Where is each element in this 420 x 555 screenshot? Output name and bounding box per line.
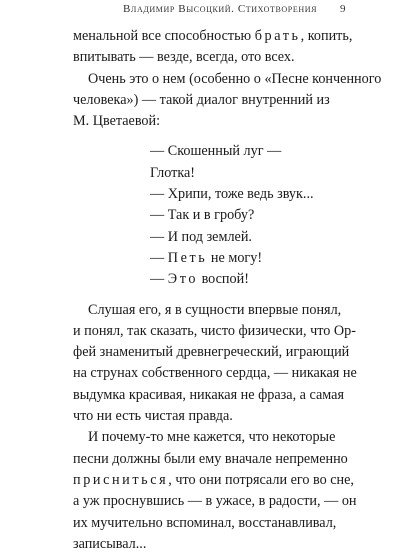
text-line: песни должны были ему вначале непременно [73, 450, 348, 467]
spaced-word: присниться [73, 471, 169, 488]
poem-line: Глотка! [150, 164, 196, 181]
text-line: выдумка красивая, никакая не фраза, а самая [73, 386, 344, 403]
text-line: на струнах собственного сердца, — никакая не [73, 365, 357, 382]
poem-line: — Это воспой! [150, 271, 249, 288]
text-line: фей знаменитый древнегреческий, играющий [73, 344, 350, 361]
spaced-word: Это [167, 271, 199, 288]
text-line: записывал... [73, 535, 147, 552]
text-line: их мучительно вспоминал, восстанавливал, [73, 514, 337, 531]
poem-line: — Так и в гробу? [150, 207, 255, 224]
spaced-word: брать [254, 28, 301, 44]
poem-line: — И под землей. [150, 228, 252, 245]
spaced-word: Петь [167, 249, 208, 266]
text-line: впитывать — везде, всегда, ото всех. [73, 49, 295, 66]
poem-line: — Скошенный луг — [150, 143, 282, 160]
text-line: человека») — такой диалог внутренний из [73, 91, 330, 108]
text-line: что ни есть чистая правда. [73, 408, 233, 425]
text-line: М. Цветаевой: [73, 113, 161, 130]
text-line: а уж проснувшись — в ужасе, в радости, — он [73, 493, 357, 510]
page-body [73, 26, 382, 555]
poem-quote [73, 141, 363, 290]
poem-line: — Петь не могу! [150, 249, 263, 266]
page-header [0, 0, 420, 22]
text-line: Слушая его, я в сущности впервые понял, [88, 301, 342, 318]
running-head: Владимир Высоцкий. Стихотворения [123, 3, 318, 15]
page-number: 9 [340, 3, 346, 15]
text-line: И почему-то мне кажется, что некоторые [88, 429, 336, 446]
text-line: менальной все способностью брать, копить, [73, 28, 353, 44]
text-line: и понял, так сказать, чисто физически, что Ор- [73, 322, 356, 339]
text-line: присниться, что они потрясали его во сне, [73, 471, 354, 488]
text-line: Очень это о нем (особенно о «Песне конченного [88, 70, 382, 87]
poem-line: — Хрипи, тоже ведь звук... [150, 186, 314, 203]
